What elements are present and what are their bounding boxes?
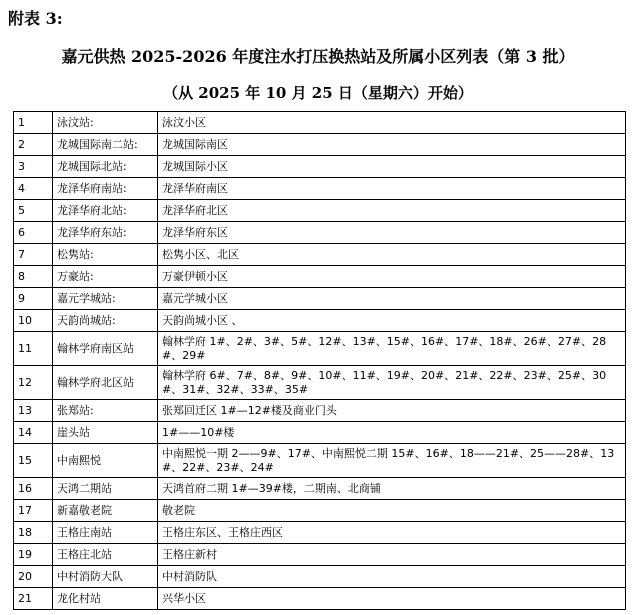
row-number: 15: [14, 444, 53, 478]
row-number: 14: [14, 422, 53, 444]
station-name: 万豪站:: [53, 266, 158, 288]
table-row: [14, 178, 626, 200]
row-number: 16: [14, 478, 53, 500]
community-list: 泳汶小区: [158, 112, 626, 134]
table-row: [14, 478, 626, 500]
row-number: 19: [14, 544, 53, 566]
row-number: 4: [14, 178, 53, 200]
table-row: [14, 566, 626, 588]
table-row: [14, 200, 626, 222]
row-number: 9: [14, 288, 53, 310]
community-list: 万豪伊顿小区: [158, 266, 626, 288]
station-table: [13, 111, 626, 610]
table-row: [14, 134, 626, 156]
row-number: 18: [14, 522, 53, 544]
station-name: 王格庄南站: [53, 522, 158, 544]
community-list: 天鸿首府二期 1#—39#楼，二期南、北商铺: [158, 478, 626, 500]
table-row: [14, 156, 626, 178]
station-name: 中村消防大队: [53, 566, 158, 588]
table-row: [14, 310, 626, 332]
station-name: 新嘉敬老院: [53, 500, 158, 522]
row-number: 3: [14, 156, 53, 178]
station-name: 龙泽华府北站:: [53, 200, 158, 222]
community-list: 王格庄东区、王格庄西区: [158, 522, 626, 544]
table-row: [14, 400, 626, 422]
table-row: [14, 544, 626, 566]
row-number: 12: [14, 366, 53, 400]
station-name: 天韵尚城站:: [53, 310, 158, 332]
station-name: 泳汶站:: [53, 112, 158, 134]
community-list: 天韵尚城小区 、: [158, 310, 626, 332]
table-row: [14, 522, 626, 544]
row-number: 6: [14, 222, 53, 244]
station-name: 龙泽华府东站:: [53, 222, 158, 244]
community-list: 张郑回迁区 1#—12#楼及商业门头: [158, 400, 626, 422]
station-name: 翰林学府南区站: [53, 332, 158, 366]
row-number: 1: [14, 112, 53, 134]
community-list: 龙泽华府北区: [158, 200, 626, 222]
community-list: 中村消防队: [158, 566, 626, 588]
row-number: 7: [14, 244, 53, 266]
station-name: 崖头站: [53, 422, 158, 444]
table-row: [14, 422, 626, 444]
table-row: [14, 112, 626, 134]
station-name: 松隽站:: [53, 244, 158, 266]
document-subtitle: （从 2025 年 10 月 25 日（星期六）开始）: [163, 84, 473, 102]
table-row: [14, 244, 626, 266]
community-list: 兴华小区: [158, 588, 626, 610]
document-title: 嘉元供热 2025-2026 年度注水打压换热站及所属小区列表（第 3 批）: [61, 47, 575, 66]
row-number: 8: [14, 266, 53, 288]
table-row: [14, 332, 626, 366]
community-list: 翰林学府 1#、2#、3#、5#、12#、13#、15#、16#、17#、18#、26#、27#、28#、29#: [158, 332, 626, 366]
community-list: 嘉元学城小区: [158, 288, 626, 310]
community-list: 王格庄新村: [158, 544, 626, 566]
appendix-label: 附表 3:: [8, 9, 63, 28]
row-number: 20: [14, 566, 53, 588]
station-name: 翰林学府北区站: [53, 366, 158, 400]
station-name: 王格庄北站: [53, 544, 158, 566]
community-list: 龙城国际南区: [158, 134, 626, 156]
station-table-body: [14, 112, 626, 610]
community-list: 龙泽华府东区: [158, 222, 626, 244]
row-number: 17: [14, 500, 53, 522]
community-list: 龙城国际小区: [158, 156, 626, 178]
table-row: [14, 222, 626, 244]
row-number: 13: [14, 400, 53, 422]
station-name: 龙城国际南二站:: [53, 134, 158, 156]
table-row: [14, 366, 626, 400]
table-row: [14, 500, 626, 522]
community-list: 1#——10#楼: [158, 422, 626, 444]
station-name: 嘉元学城站:: [53, 288, 158, 310]
row-number: 11: [14, 332, 53, 366]
table-row: [14, 288, 626, 310]
station-name: 张郑站:: [53, 400, 158, 422]
row-number: 21: [14, 588, 53, 610]
station-name: 龙城国际北站:: [53, 156, 158, 178]
station-name: 龙化村站: [53, 588, 158, 610]
community-list: 龙泽华府南区: [158, 178, 626, 200]
row-number: 5: [14, 200, 53, 222]
station-name: 中南熙悦: [53, 444, 158, 478]
station-name: 天鸿二期站: [53, 478, 158, 500]
community-list: 敬老院: [158, 500, 626, 522]
table-row: [14, 588, 626, 610]
community-list: 中南熙悦一期 2——9#、17#、中南熙悦二期 15#、16#、18——21#、25——28#、13#、22#、23#、24#: [158, 444, 626, 478]
table-row: [14, 266, 626, 288]
station-name: 龙泽华府南站:: [53, 178, 158, 200]
community-list: 翰林学府 6#、7#、8#、9#、10#、11#、19#、20#、21#、22#、23#、25#、30#、31#、32#、33#、35#: [158, 366, 626, 400]
row-number: 10: [14, 310, 53, 332]
table-row: [14, 444, 626, 478]
row-number: 2: [14, 134, 53, 156]
community-list: 松隽小区、北区: [158, 244, 626, 266]
